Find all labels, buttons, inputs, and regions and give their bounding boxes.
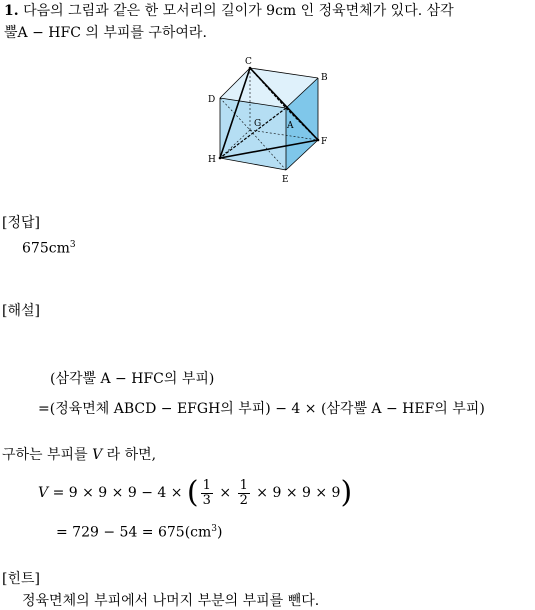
hint-label: [힌트] [2, 571, 40, 587]
frac1-num: 1 [202, 477, 211, 493]
problem-number: 1. [4, 3, 19, 19]
line3-var: V [92, 447, 103, 463]
frac2-num: 1 [239, 477, 248, 493]
eq1-lhs: V [38, 485, 49, 501]
frac2-den: 2 [239, 492, 248, 508]
label-D: D [208, 95, 216, 105]
problem-text-1: 다음의 그림과 같은 한 모서리의 길이가 9cm 인 정육면체가 있다. 삼각 [23, 3, 454, 19]
eq1-close-paren: ) [340, 475, 353, 510]
solution-line-2: =(정육면체 ABCD − EFGH의 부피) − 4 × (삼각뿔 A − HEF의 부피) [38, 401, 485, 417]
solution-line-3 [2, 444, 156, 464]
line3-prefix: 구하는 부피를 [2, 447, 88, 463]
problem-text-2: 뿔A − HFC 의 부피를 구하여라. [4, 25, 207, 41]
label-A: A [287, 121, 294, 131]
eq2-text: = 729 − 54 = 675(cm [56, 524, 212, 541]
hint-text: 정육면체의 부피에서 나머지 부분의 부피를 뺀다. [22, 593, 320, 609]
frac-1-2 [238, 479, 250, 508]
label-F: F [321, 137, 328, 147]
answer-value [22, 240, 76, 257]
label-C: C [245, 57, 252, 67]
equation-2 [56, 524, 222, 541]
eq1-tail: × 9 × 9 × 9 [256, 485, 341, 501]
eq2-close: ) [217, 524, 223, 541]
problem-statement [4, 0, 532, 44]
answer-exponent: 3 [69, 240, 76, 250]
label-H: H [208, 155, 216, 165]
frac-1-3 [201, 479, 213, 508]
label-E: E [282, 175, 289, 185]
cube-front-face [220, 98, 286, 170]
eq1-open-paren: ( [186, 475, 199, 510]
problem-line-2 [4, 22, 532, 44]
cube-figure [200, 50, 340, 190]
eq1-mid: = 9 × 9 × 9 − 4 × [52, 485, 183, 501]
answer-value-text: 675cm [22, 240, 70, 257]
label-G: G [254, 119, 262, 129]
eq1-times: × [219, 485, 232, 501]
eq2-exponent: 3 [211, 524, 218, 534]
label-B: B [321, 73, 328, 83]
cube-svg [200, 50, 340, 190]
frac1-den: 3 [202, 492, 211, 508]
solution-line-1: (삼각뿔 A − HFC의 부피) [50, 371, 215, 387]
solution-label: [해설] [2, 303, 40, 319]
answer-label: [정답] [2, 215, 40, 231]
line3-suffix: 라 하면, [106, 447, 157, 463]
problem-line-1 [4, 0, 532, 22]
equation-1 [38, 475, 353, 510]
